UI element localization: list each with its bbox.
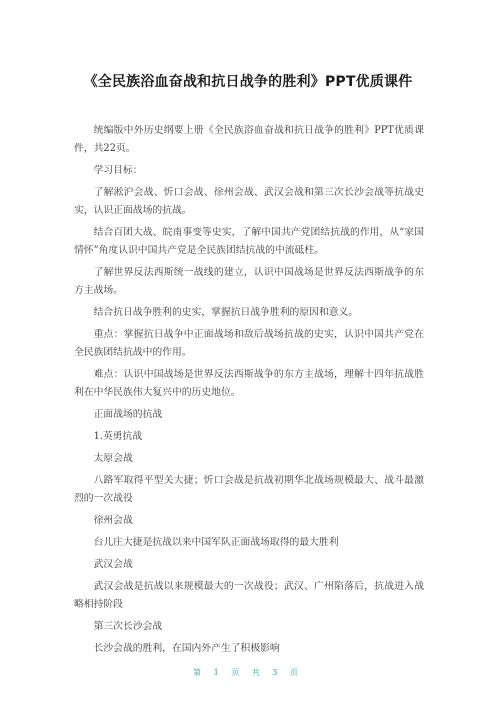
paragraph: 了解淞沪会战、忻口会战、徐州会战、武汉会战和第三次长沙会战等抗战史实，认识正面战场的抗战。	[74, 187, 424, 216]
paragraph: 徐州会战	[93, 515, 133, 526]
paragraph: 统编版中外历史纲要上册《全民族浴血奋战和抗日战争的胜利》PPT优质课件，共22页。	[74, 125, 424, 154]
document-body	[74, 122, 424, 662]
paragraph: 了解世界反法西斯统一战线的建立，认识中国战场是世界反法西斯战争的东方主战场。	[74, 267, 424, 296]
paragraph: 太原会战	[93, 453, 133, 464]
document-title: 《全民族浴血奋战和抗日战争的胜利》PPT优质课件	[83, 74, 413, 90]
paragraph: 第三次长沙会战	[93, 621, 163, 632]
paragraph: 正面战场的抗战	[93, 409, 163, 420]
paragraph: 武汉会战	[93, 559, 133, 570]
paragraph: 长沙会战的胜利，在国内外产生了积极影响	[93, 643, 280, 654]
paragraph: 八路军取得平型关大捷；忻口会战是抗战初期华北战场规模最大、战斗最激烈的一次战役	[74, 475, 424, 504]
paragraph: 台儿庄大捷是抗战以来中国军队正面战场取得的最大胜利	[93, 537, 339, 548]
paragraph: 难点：认识中国战场是世界反法西斯战争的东方主战场，理解十四年抗战胜利在中华民族伟大复兴中的历史地位。	[74, 369, 424, 398]
paragraph: 武汉会战是抗战以来规模最大的一次战役；武汉、广州陷落后，抗战进入战略相持阶段	[74, 581, 424, 610]
page-number-footer: 第 1 页 共 3 页	[193, 668, 303, 677]
paragraph: 重点：掌握抗日战争中正面战场和敌后战场抗战的史实，认识中国共产党在全民族团结抗战中的作用。	[74, 329, 424, 358]
paragraph: 1.英勇抗战	[93, 431, 143, 442]
paragraph: 学习目标：	[93, 165, 143, 176]
paragraph: 结合百团大战、皖南事变等史实，了解中国共产党团结抗战的作用，从“家国情怀”角度认识中国共产党是全民族团结抗战的中流砥柱。	[74, 227, 424, 256]
paragraph: 结合抗日战争胜利的史实，掌握抗日战争胜利的原因和意义。	[93, 307, 359, 318]
